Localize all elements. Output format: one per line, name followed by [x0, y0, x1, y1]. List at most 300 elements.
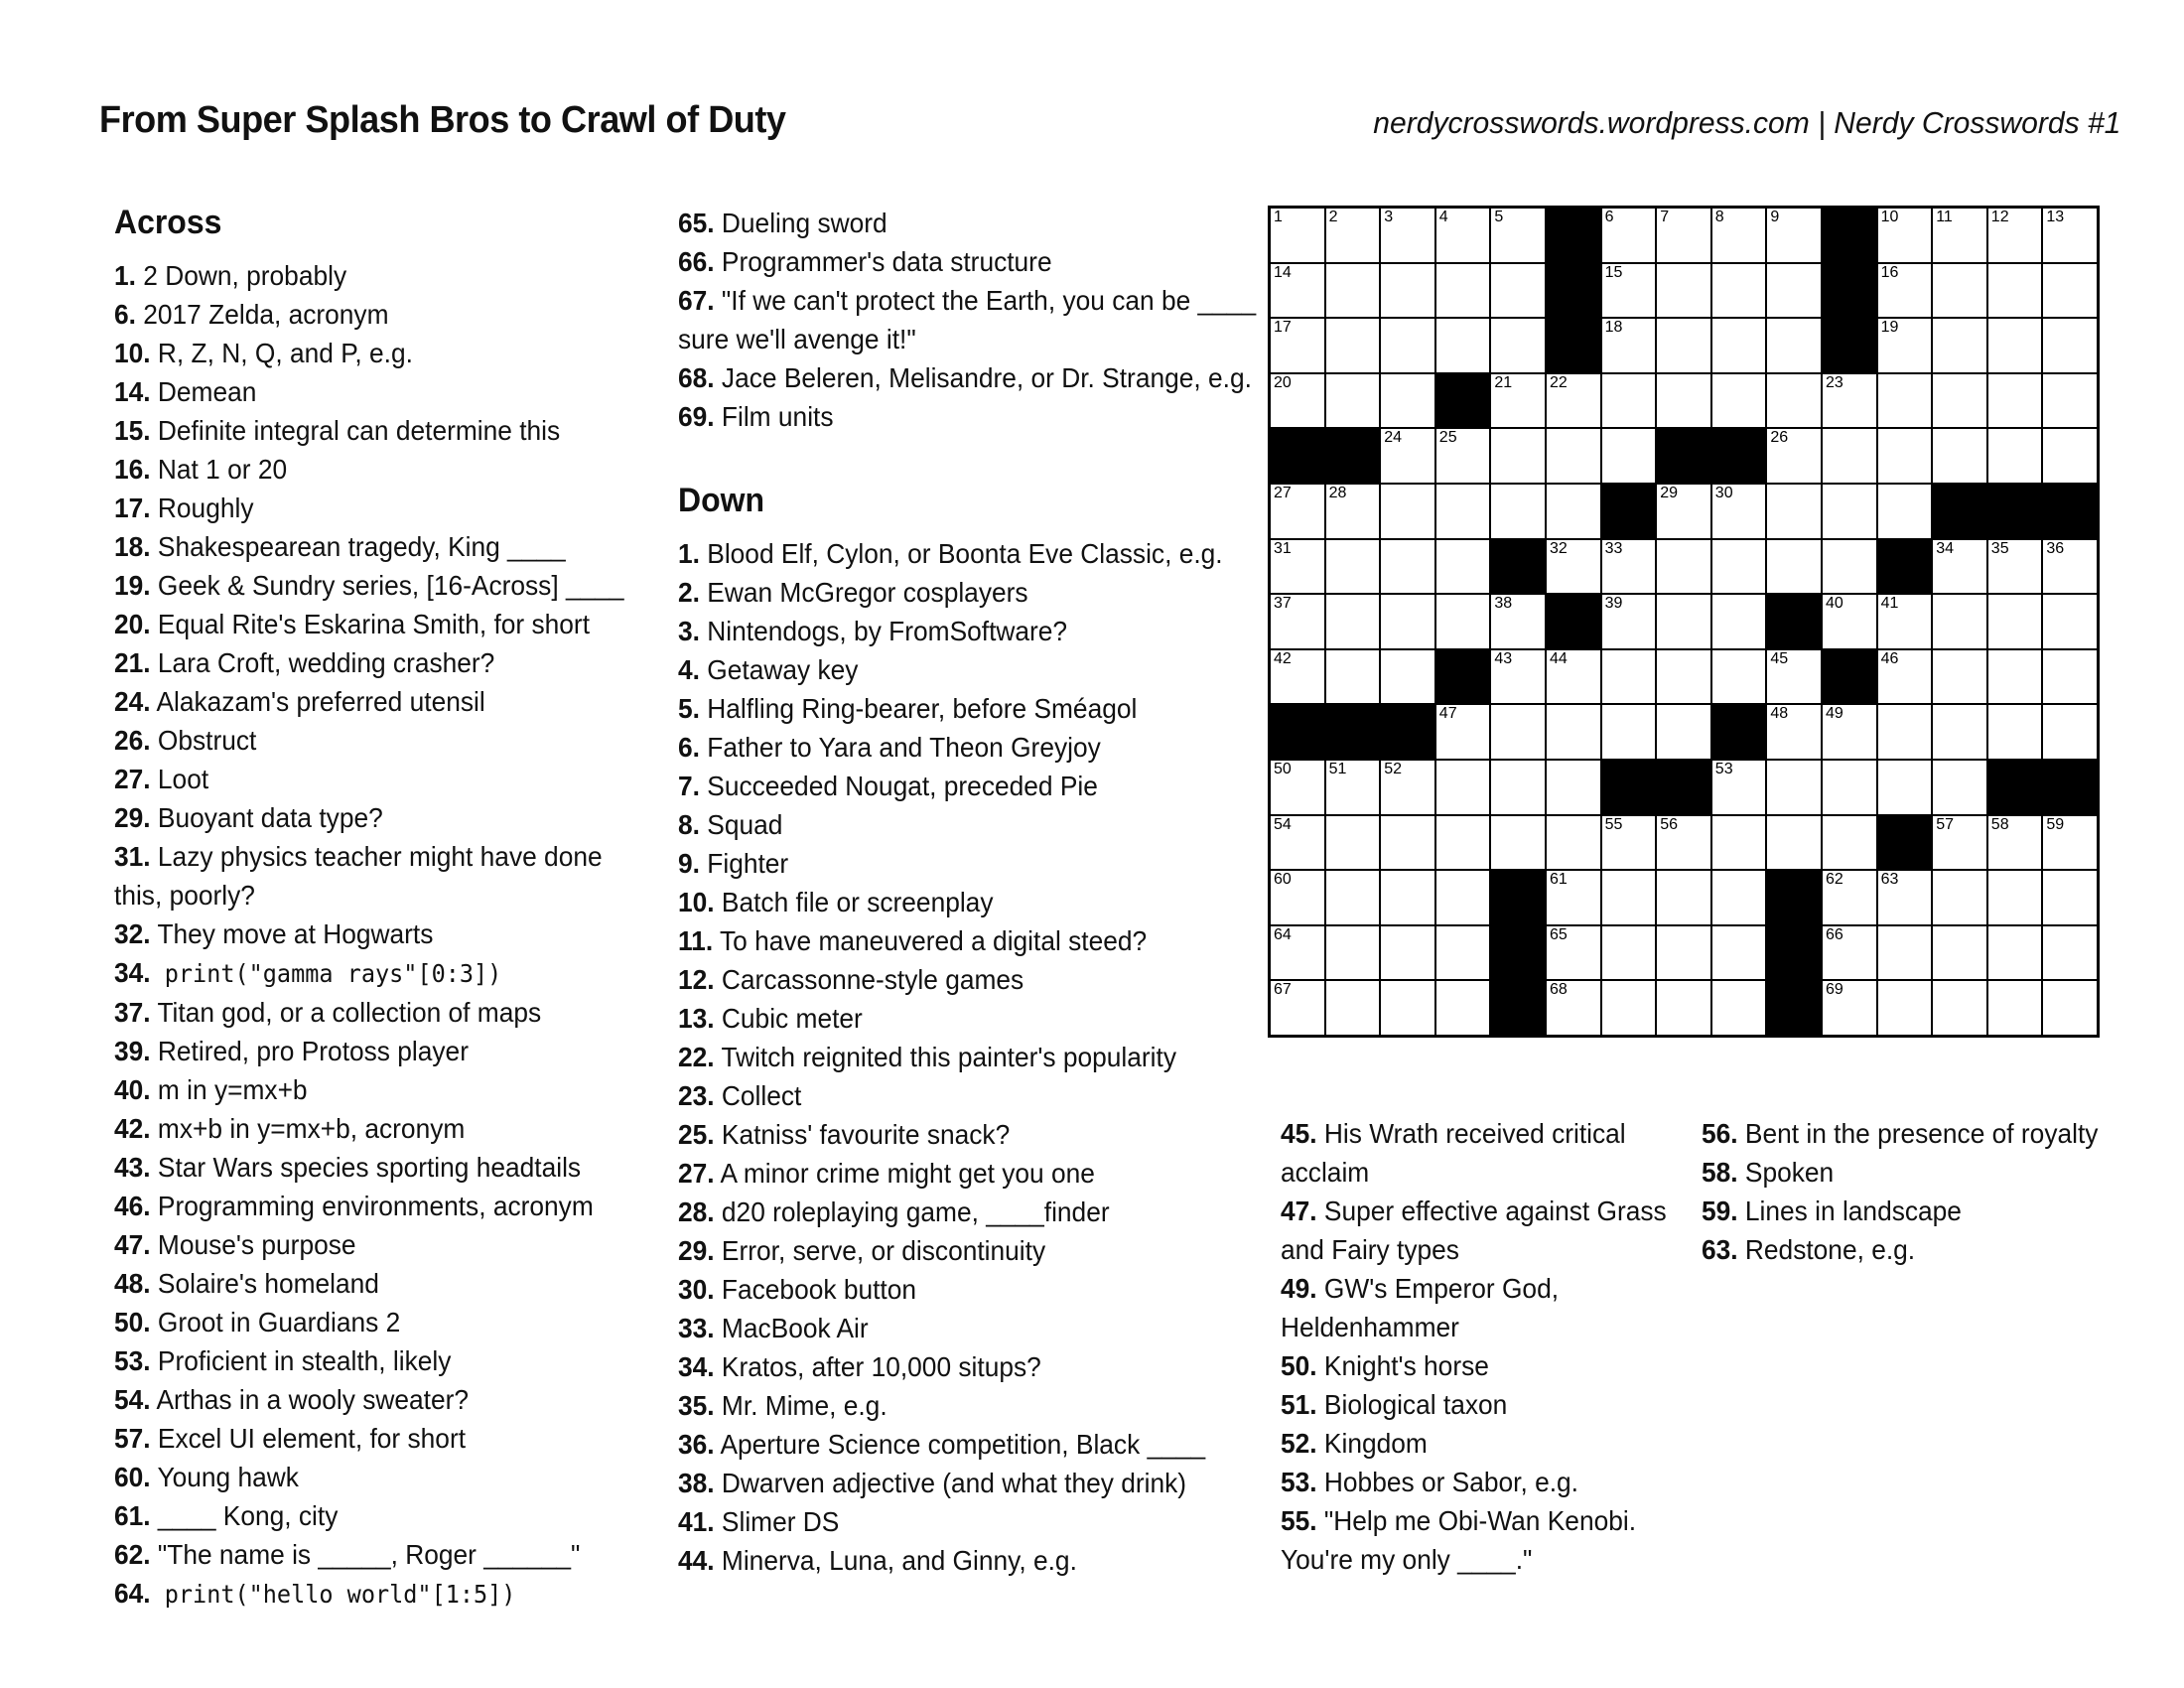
grid-cell[interactable] — [1601, 373, 1657, 429]
grid-cell[interactable] — [1435, 539, 1491, 595]
grid-cell-number: 59 — [2046, 815, 2065, 833]
grid-cell[interactable] — [1822, 760, 1877, 815]
grid-cell[interactable] — [1435, 815, 1491, 871]
grid-cell[interactable] — [1766, 318, 1822, 373]
grid-cell[interactable] — [1932, 539, 1987, 595]
clue-text: Spoken — [1737, 1157, 1835, 1188]
grid-cell-black — [1435, 373, 1491, 429]
grid-cell[interactable] — [2042, 925, 2098, 981]
clue-text: His Wrath received critical acclaim — [1281, 1118, 1626, 1188]
clue — [1281, 1114, 1678, 1192]
grid-cell[interactable] — [1711, 760, 1767, 815]
grid-cell[interactable] — [1490, 594, 1546, 649]
grid-cell[interactable] — [1380, 760, 1435, 815]
clue-number: 19. — [114, 570, 151, 601]
grid-cell-number: 3 — [1384, 209, 1394, 225]
grid-cell[interactable] — [1711, 373, 1767, 429]
grid-cell-black — [1546, 594, 1601, 649]
grid-cell-number: 49 — [1825, 705, 1843, 723]
grid-cell[interactable] — [1325, 484, 1381, 539]
grid-cell[interactable] — [1380, 980, 1435, 1036]
clue — [114, 1303, 641, 1341]
grid-cell[interactable] — [1877, 318, 1933, 373]
grid-cell[interactable] — [1546, 649, 1601, 705]
grid-cell[interactable] — [1711, 815, 1767, 871]
grid-cell[interactable] — [1380, 925, 1435, 981]
grid-cell[interactable] — [1490, 484, 1546, 539]
grid-cell-number: 31 — [1274, 539, 1292, 557]
clue — [678, 1425, 1276, 1464]
clue-number: 26. — [114, 725, 151, 756]
clue — [1281, 1192, 1678, 1269]
grid-cell[interactable] — [1656, 649, 1711, 705]
grid-cell[interactable] — [1766, 539, 1822, 595]
grid-cell[interactable] — [1877, 208, 1933, 263]
grid-cell[interactable] — [1546, 428, 1601, 484]
grid-cell[interactable] — [1822, 539, 1877, 595]
grid-cell-black — [1601, 484, 1657, 539]
grid-cell[interactable] — [1490, 373, 1546, 429]
clue-text: Facebook button — [714, 1274, 916, 1305]
grid-cell[interactable] — [1656, 815, 1711, 871]
grid-cell[interactable] — [1435, 925, 1491, 981]
clue — [678, 281, 1276, 358]
grid-cell[interactable] — [1380, 484, 1435, 539]
across-clue-list-continued — [678, 204, 1276, 436]
grid-cell[interactable] — [1325, 925, 1381, 981]
grid-cell[interactable] — [1987, 815, 2043, 871]
grid-cell[interactable] — [1435, 263, 1491, 319]
clue — [678, 204, 1276, 242]
grid-cell-black — [2042, 760, 2098, 815]
grid-cell[interactable] — [1325, 649, 1381, 705]
grid-cell[interactable] — [1546, 760, 1601, 815]
clue-number: 55. — [1281, 1505, 1317, 1536]
clue-text: A minor crime might get you one — [714, 1158, 1095, 1189]
grid-cell[interactable] — [2042, 870, 2098, 925]
grid-cell-number: 68 — [1549, 981, 1568, 999]
grid-cell-number: 58 — [1990, 815, 2009, 833]
clue-number: 28. — [678, 1196, 715, 1227]
grid-cell[interactable] — [1380, 208, 1435, 263]
grid-cell[interactable] — [1711, 594, 1767, 649]
grid-cell[interactable] — [1932, 925, 1987, 981]
grid-cell-number: 20 — [1274, 373, 1292, 391]
grid-cell-number: 27 — [1274, 484, 1292, 501]
grid-cell[interactable] — [1932, 373, 1987, 429]
grid-cell[interactable] — [1325, 594, 1381, 649]
clue-number: 10. — [678, 887, 715, 917]
clue-text: Arthas in a wooly sweater? — [150, 1384, 469, 1415]
grid-cell[interactable] — [1601, 263, 1657, 319]
grid-cell[interactable] — [1546, 539, 1601, 595]
grid-cell[interactable] — [1270, 980, 1325, 1036]
grid-cell[interactable] — [1877, 925, 1933, 981]
clue — [1281, 1501, 1678, 1579]
grid-cell[interactable] — [1932, 428, 1987, 484]
grid-cell[interactable] — [2042, 263, 2098, 319]
clue-number: 9. — [678, 848, 700, 879]
grid-cell[interactable] — [1325, 760, 1381, 815]
clue-text: Blood Elf, Cylon, or Boonta Eve Classic, e.g. — [699, 538, 1223, 569]
grid-cell[interactable] — [1270, 373, 1325, 429]
grid-cell[interactable] — [2042, 815, 2098, 871]
grid-cell-number: 30 — [1714, 484, 1733, 501]
clue-text: Obstruct — [150, 725, 257, 756]
grid-cell[interactable] — [1656, 870, 1711, 925]
grid-cell[interactable] — [1546, 925, 1601, 981]
clue — [678, 1038, 1276, 1076]
clue-text: Young hawk — [150, 1462, 299, 1492]
grid-cell[interactable] — [1435, 484, 1491, 539]
grid-cell[interactable] — [1270, 815, 1325, 871]
clue-text: Lines in landscape — [1737, 1196, 1962, 1226]
grid-cell-number: 46 — [1880, 649, 1899, 667]
grid-cell[interactable] — [1380, 428, 1435, 484]
clue-column-middle — [678, 204, 1276, 1580]
clue-text: Excel UI element, for short — [150, 1423, 467, 1454]
grid-cell[interactable] — [1711, 925, 1767, 981]
clue-number: 59. — [1702, 1196, 1738, 1226]
clue — [114, 527, 641, 566]
grid-cell[interactable] — [1656, 594, 1711, 649]
grid-cell[interactable] — [1490, 760, 1546, 815]
grid-cell[interactable] — [1766, 484, 1822, 539]
grid-cell[interactable] — [1656, 925, 1711, 981]
grid-cell[interactable] — [1601, 594, 1657, 649]
grid-cell-black — [1490, 980, 1546, 1036]
grid-cell[interactable] — [1877, 373, 1933, 429]
grid-cell[interactable] — [2042, 373, 2098, 429]
crossword-grid — [1268, 206, 2100, 1038]
grid-cell[interactable] — [1932, 870, 1987, 925]
grid-cell[interactable] — [1822, 980, 1877, 1036]
grid-cell[interactable] — [1325, 373, 1381, 429]
grid-cell[interactable] — [1822, 704, 1877, 760]
grid-cell[interactable] — [1546, 980, 1601, 1036]
grid-cell[interactable] — [1601, 925, 1657, 981]
grid-cell-number: 8 — [1714, 209, 1724, 225]
grid-cell[interactable] — [1270, 539, 1325, 595]
grid-cell[interactable] — [1987, 318, 2043, 373]
grid-cell[interactable] — [2042, 318, 2098, 373]
grid-cell[interactable] — [1822, 594, 1877, 649]
clue — [678, 1154, 1276, 1193]
grid-cell[interactable] — [1877, 263, 1933, 319]
grid-cell[interactable] — [2042, 980, 2098, 1036]
clue-text: Hobbes or Sabor, e.g. — [1316, 1467, 1578, 1497]
grid-cell[interactable] — [1435, 980, 1491, 1036]
grid-cell[interactable] — [1766, 208, 1822, 263]
grid-cell[interactable] — [1932, 760, 1987, 815]
clue-number: 44. — [678, 1545, 715, 1576]
grid-cell[interactable] — [1656, 208, 1711, 263]
grid-cell-number: 18 — [1604, 319, 1623, 337]
clue-column-down-continued-1 — [1281, 1114, 1678, 1579]
grid-cell-black — [1270, 704, 1325, 760]
clue — [678, 1115, 1276, 1154]
grid-cell[interactable] — [1656, 980, 1711, 1036]
grid-cell[interactable] — [1711, 649, 1767, 705]
grid-cell[interactable] — [1380, 815, 1435, 871]
grid-cell[interactable] — [1877, 428, 1933, 484]
clue — [114, 1535, 641, 1574]
grid-cell[interactable] — [1987, 539, 2043, 595]
grid-cell[interactable] — [1711, 263, 1767, 319]
grid-cell[interactable] — [1435, 704, 1491, 760]
clue — [114, 1380, 641, 1419]
grid-cell[interactable] — [1435, 208, 1491, 263]
grid-cell[interactable] — [1766, 815, 1822, 871]
clue — [678, 650, 1276, 689]
grid-cell-number: 6 — [1604, 209, 1614, 225]
grid-cell-number: 26 — [1770, 429, 1789, 447]
grid-cell[interactable] — [1987, 208, 2043, 263]
grid-cell[interactable] — [1877, 870, 1933, 925]
page-title: From Super Splash Bros to Crawl of Duty — [99, 99, 786, 141]
grid-cell[interactable] — [1656, 539, 1711, 595]
grid-cell[interactable] — [1932, 815, 1987, 871]
grid-cell[interactable] — [1987, 649, 2043, 705]
grid-cell[interactable] — [1490, 263, 1546, 319]
grid-cell[interactable] — [1270, 594, 1325, 649]
grid-cell[interactable] — [1822, 428, 1877, 484]
grid-cell[interactable] — [2042, 594, 2098, 649]
clue — [1281, 1346, 1678, 1385]
clue-text: GW's Emperor God, Heldenhammer — [1281, 1273, 1560, 1342]
grid-cell[interactable] — [1380, 870, 1435, 925]
grid-cell[interactable] — [1766, 428, 1822, 484]
grid-cell-number: 14 — [1274, 263, 1292, 281]
grid-cell[interactable] — [1877, 760, 1933, 815]
clue-number: 29. — [114, 802, 151, 833]
grid-cell[interactable] — [1822, 870, 1877, 925]
grid-cell[interactable] — [1380, 318, 1435, 373]
grid-cell[interactable] — [1546, 484, 1601, 539]
grid-cell-black — [1656, 760, 1711, 815]
grid-cell[interactable] — [1601, 649, 1657, 705]
clue-number: 31. — [114, 841, 151, 872]
grid-cell[interactable] — [1711, 870, 1767, 925]
grid-cell[interactable] — [1601, 539, 1657, 595]
grid-cell[interactable] — [1601, 870, 1657, 925]
clue — [1281, 1424, 1678, 1463]
grid-cell[interactable] — [1877, 594, 1933, 649]
clue — [114, 1496, 641, 1535]
grid-cell[interactable] — [1932, 594, 1987, 649]
grid-cell[interactable] — [1711, 539, 1767, 595]
grid-cell[interactable] — [1987, 980, 2043, 1036]
grid-cell[interactable] — [1270, 263, 1325, 319]
grid-cell[interactable] — [1325, 539, 1381, 595]
grid-cell[interactable] — [1822, 925, 1877, 981]
clue — [114, 837, 641, 914]
grid-cell[interactable] — [1932, 980, 1987, 1036]
grid-cell[interactable] — [1270, 925, 1325, 981]
clue-text: d20 roleplaying game, ____finder — [714, 1196, 1110, 1227]
grid-cell-black — [1877, 815, 1933, 871]
grid-cell[interactable] — [1711, 318, 1767, 373]
grid-cell[interactable] — [2042, 539, 2098, 595]
grid-cell[interactable] — [1325, 980, 1381, 1036]
grid-cell[interactable] — [1987, 428, 2043, 484]
grid-cell[interactable] — [1877, 484, 1933, 539]
grid-cell[interactable] — [1656, 263, 1711, 319]
grid-cell[interactable] — [1380, 594, 1435, 649]
grid-cell[interactable] — [1711, 980, 1767, 1036]
grid-cell[interactable] — [1270, 208, 1325, 263]
grid-cell[interactable] — [1932, 704, 1987, 760]
clue-number: 52. — [1281, 1428, 1317, 1459]
clue — [114, 372, 641, 411]
grid-cell[interactable] — [1546, 704, 1601, 760]
clue-text: Nintendogs, by FromSoftware? — [699, 616, 1068, 646]
grid-cell[interactable] — [1987, 594, 2043, 649]
grid-cell[interactable] — [1601, 815, 1657, 871]
grid-cell[interactable] — [1270, 649, 1325, 705]
grid-cell[interactable] — [1270, 484, 1325, 539]
clue-number: 56. — [1702, 1118, 1738, 1149]
grid-cell[interactable] — [1546, 870, 1601, 925]
grid-cell-black — [1270, 428, 1325, 484]
clue — [1702, 1192, 2145, 1230]
clue — [678, 1231, 1276, 1270]
grid-cell[interactable] — [1822, 815, 1877, 871]
grid-cell[interactable] — [2042, 428, 2098, 484]
grid-cell[interactable] — [1766, 649, 1822, 705]
grid-cell[interactable] — [1490, 428, 1546, 484]
grid-cell[interactable] — [1546, 815, 1601, 871]
clue-text: Film units — [714, 401, 834, 432]
grid-cell[interactable] — [1270, 318, 1325, 373]
grid-cell[interactable] — [1380, 373, 1435, 429]
grid-cell[interactable] — [1766, 704, 1822, 760]
clue — [114, 993, 641, 1032]
grid-cell[interactable] — [1325, 870, 1381, 925]
grid-cell[interactable] — [1766, 263, 1822, 319]
grid-cell[interactable] — [1601, 208, 1657, 263]
clue-text: Definite integral can determine this — [150, 415, 561, 446]
grid-cell[interactable] — [1932, 649, 1987, 705]
grid-cell-black — [1766, 980, 1822, 1036]
grid-cell[interactable] — [1490, 208, 1546, 263]
grid-cell[interactable] — [1601, 428, 1657, 484]
grid-cell[interactable] — [1435, 318, 1491, 373]
grid-cell[interactable] — [2042, 649, 2098, 705]
clue — [114, 1574, 641, 1614]
grid-cell[interactable] — [1987, 373, 2043, 429]
clue-text: Roughly — [150, 492, 254, 523]
grid-cell-number: 52 — [1384, 760, 1402, 777]
clue-number: 50. — [1281, 1350, 1317, 1381]
grid-cell[interactable] — [1380, 263, 1435, 319]
clue-text: mx+b in y=mx+b, acronym — [150, 1113, 466, 1144]
grid-cell[interactable] — [1435, 870, 1491, 925]
grid-cell[interactable] — [1601, 704, 1657, 760]
clue — [114, 953, 641, 993]
grid-cell[interactable] — [1877, 649, 1933, 705]
grid-cell[interactable] — [1711, 208, 1767, 263]
grid-cell[interactable] — [1270, 870, 1325, 925]
grid-cell[interactable] — [1601, 318, 1657, 373]
grid-cell[interactable] — [1325, 263, 1381, 319]
grid-cell[interactable] — [1325, 208, 1381, 263]
grid-cell[interactable] — [2042, 704, 2098, 760]
grid-cell[interactable] — [1380, 539, 1435, 595]
grid-cell-number: 65 — [1549, 925, 1568, 943]
grid-cell-number: 32 — [1549, 539, 1568, 557]
grid-cell[interactable] — [1987, 704, 2043, 760]
grid-cell[interactable] — [1987, 925, 2043, 981]
grid-cell-black — [1546, 263, 1601, 319]
clue-number: 58. — [1702, 1157, 1738, 1188]
grid-cell[interactable] — [1987, 870, 2043, 925]
clue-text: Demean — [150, 376, 257, 407]
grid-cell[interactable] — [1325, 318, 1381, 373]
grid-cell[interactable] — [1325, 815, 1381, 871]
grid-cell[interactable] — [1490, 815, 1546, 871]
grid-cell[interactable] — [1490, 318, 1546, 373]
clue — [678, 883, 1276, 921]
clue-text: Titan god, or a collection of maps — [150, 997, 542, 1028]
grid-cell[interactable] — [1766, 373, 1822, 429]
clue-number: 53. — [114, 1345, 151, 1376]
clue — [114, 1032, 641, 1070]
grid-cell[interactable] — [1656, 484, 1711, 539]
clue-text: Kingdom — [1316, 1428, 1428, 1459]
clue-number: 51. — [1281, 1389, 1317, 1420]
clue-number: 39. — [114, 1036, 151, 1066]
grid-cell[interactable] — [1601, 980, 1657, 1036]
grid-cell[interactable] — [1435, 428, 1491, 484]
grid-cell[interactable] — [1656, 704, 1711, 760]
clue-text: Getaway key — [699, 654, 859, 685]
grid-cell[interactable] — [1656, 318, 1711, 373]
grid-cell[interactable] — [1987, 263, 2043, 319]
grid-cell[interactable] — [1490, 704, 1546, 760]
grid-cell[interactable] — [1932, 318, 1987, 373]
grid-cell[interactable] — [1711, 484, 1767, 539]
grid-cell[interactable] — [1490, 649, 1546, 705]
grid-cell[interactable] — [1932, 208, 1987, 263]
grid-cell[interactable] — [1656, 373, 1711, 429]
clue — [114, 334, 641, 372]
clue — [114, 1264, 641, 1303]
grid-cell[interactable] — [1822, 373, 1877, 429]
clue-number: 8. — [678, 809, 700, 840]
grid-cell[interactable] — [1877, 704, 1933, 760]
clue-text: Proficient in stealth, likely — [150, 1345, 452, 1376]
grid-cell-black — [1822, 318, 1877, 373]
clue-number: 27. — [678, 1158, 715, 1189]
grid-cell[interactable] — [1877, 980, 1933, 1036]
grid-cell[interactable] — [2042, 208, 2098, 263]
grid-cell[interactable] — [1932, 263, 1987, 319]
grid-cell[interactable] — [1435, 760, 1491, 815]
grid-cell[interactable] — [1380, 649, 1435, 705]
grid-cell[interactable] — [1766, 760, 1822, 815]
clue — [114, 798, 641, 837]
grid-cell-number: 23 — [1825, 373, 1843, 391]
clue-number: 46. — [114, 1191, 151, 1221]
clue-text: Nat 1 or 20 — [150, 454, 288, 485]
grid-cell[interactable] — [1270, 760, 1325, 815]
grid-cell[interactable] — [1822, 484, 1877, 539]
grid-cell[interactable] — [1546, 373, 1601, 429]
grid-cell[interactable] — [1435, 594, 1491, 649]
grid-cell-number: 40 — [1825, 595, 1843, 613]
clue-text: Redstone, e.g. — [1737, 1234, 1916, 1265]
